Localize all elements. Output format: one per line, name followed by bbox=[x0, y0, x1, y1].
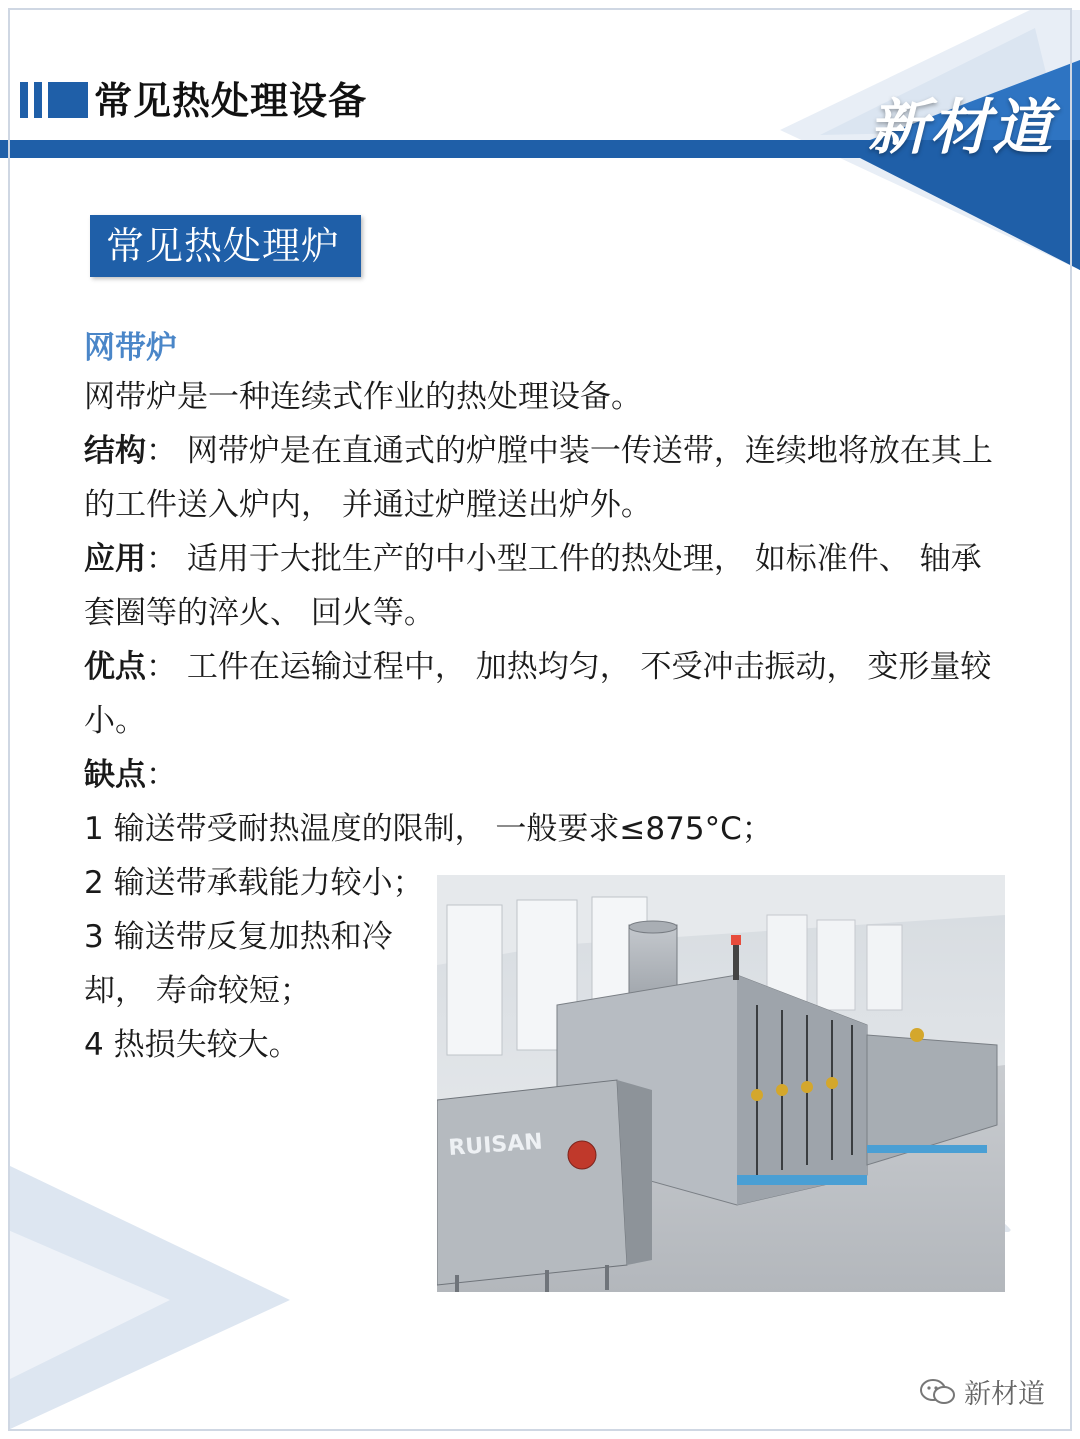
subheading: 网带炉 bbox=[84, 330, 177, 366]
disadvantage-item: 1 输送带受耐热温度的限制， 一般要求≤875°C； bbox=[84, 811, 773, 847]
brand-logo: 新材道 bbox=[868, 93, 1054, 163]
advantages-paragraph bbox=[84, 640, 996, 748]
application-label: 应用 bbox=[84, 541, 146, 577]
wechat-icon bbox=[920, 1378, 956, 1406]
header-mark-icon bbox=[20, 82, 72, 118]
structure-paragraph bbox=[84, 424, 996, 532]
structure-text: 网带炉是在直通式的炉膛中装一传送带，连续地将放在其上的工件送入炉内， 并通过炉膛送出炉外。 bbox=[84, 433, 993, 523]
footer-brand-text: 新材道 bbox=[964, 1379, 1045, 1410]
mesh-belt-furnace-photo bbox=[437, 875, 1005, 1292]
disadvantages-heading bbox=[84, 748, 996, 802]
machine-label: RUISAN bbox=[447, 1129, 544, 1161]
advantages-label: 优点 bbox=[84, 649, 146, 685]
structure-sep: ： bbox=[146, 433, 177, 469]
advantages-sep: ： bbox=[146, 649, 177, 685]
disadvantage-item: 4 热损失较大。 bbox=[84, 1027, 300, 1063]
disadvantage-item: 3 输送带反复加热和冷却， 寿命较短； bbox=[84, 919, 393, 1009]
page-title: 常见热处理设备 bbox=[94, 79, 368, 123]
intro-text: 网带炉是一种连续式作业的热处理设备。 bbox=[84, 379, 642, 415]
disadvantages-label: 缺点 bbox=[84, 757, 146, 793]
disadvantages-sep: ： bbox=[146, 757, 177, 793]
application-sep: ： bbox=[146, 541, 177, 577]
furnace-illustration bbox=[437, 875, 1005, 1292]
application-paragraph bbox=[84, 532, 996, 640]
intro-paragraph bbox=[84, 370, 996, 424]
application-text: 适用于大批生产的中小型工件的热处理， 如标准件、 轴承套圈等的淬火、 回火等。 bbox=[84, 541, 982, 631]
structure-label: 结构 bbox=[84, 433, 146, 469]
section-tag: 常见热处理炉 bbox=[90, 215, 361, 277]
footer-brand bbox=[920, 1372, 1045, 1411]
disadvantage-item: 2 输送带承载能力较小； bbox=[84, 865, 424, 901]
advantages-text: 工件在运输过程中， 加热均匀， 不受冲击振动， 变形量较小。 bbox=[84, 649, 992, 739]
